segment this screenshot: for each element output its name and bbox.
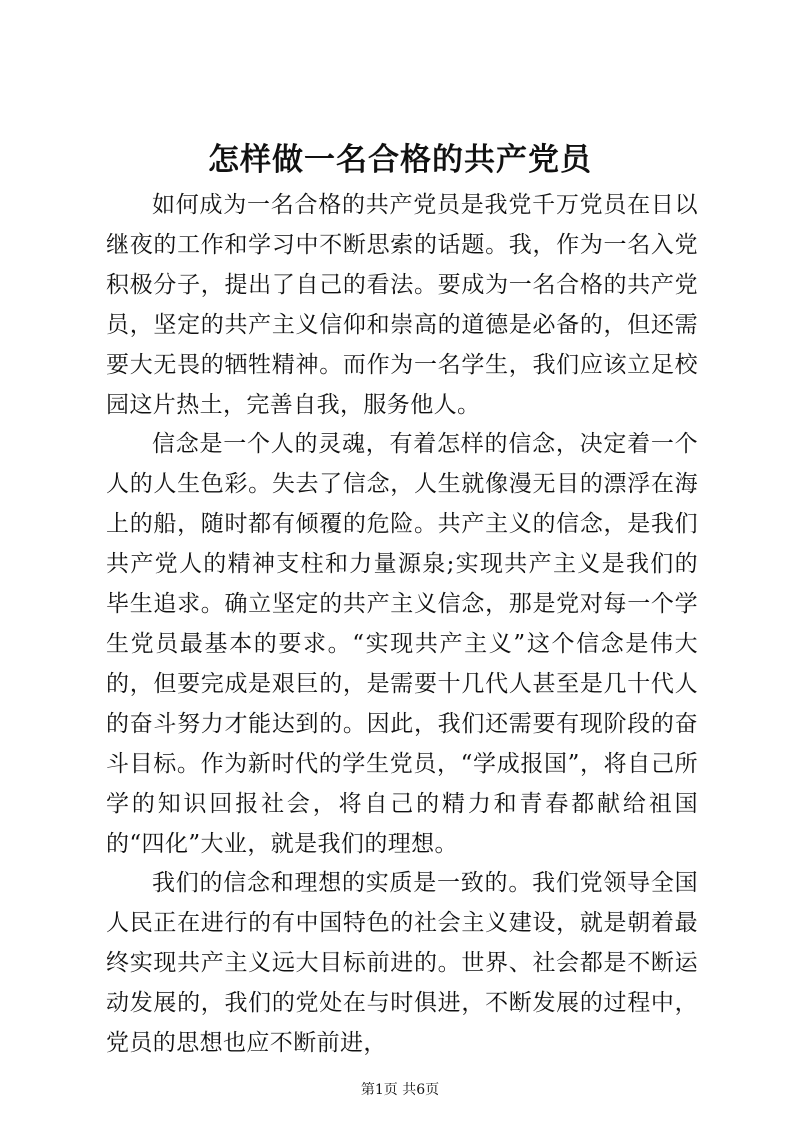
page-indicator: 第1页 共6页: [360, 1082, 440, 1098]
paragraph-3: 我们的信念和理想的实质是一致的。我们党领导全国人民正在进行的有中国特色的社会主义建设，就是朝着最终实现共产主义远大目标前进的。世界、社会都是不断运动发展的，我们的党处在与时俱进，不断发展的过程中，党员的思想也应不断前进，: [106, 870, 698, 1057]
paragraph-2: 信念是一个人的灵魂，有着怎样的信念，决定着一个人的人生色彩。失去了信念，人生就像漫无目的漂浮在海上的船，随时都有倾覆的危险。共产主义的信念，是我们共产党人的精神支柱和力量源泉;实现共产主义是我们的毕生追求。确立坚定的共产主义信念，那是党对每一个学生党员最基本的要求。“实现共产主义”这个信念是伟大的，但要完成是艰巨的，是需要十几代人甚至是几十代人的奋斗努力才能达到的。因此，我们还需要有现阶段的奋斗目标。作为新时代的学生党员，“学成报国”，将自己所学的知识回报社会，将自己的精力和青春都献给祖国的“四化”大业，就是我们的理想。: [106, 431, 698, 857]
paragraph-1: 如何成为一名合格的共产党员是我党千万党员在日以继夜的工作和学习中不断思索的话题。我，作为一名入党积极分子，提出了自己的看法。要成为一名合格的共产党员，坚定的共产主义信仰和崇高的道德是必备的，但还需要大无畏的牺牲精神。而作为一名学生，我们应该立足校园这片热土，完善自我，服务他人。: [106, 192, 698, 418]
document-title: 怎样做一名合格的共产党员: [208, 142, 592, 178]
document-body: [106, 186, 698, 1064]
page-footer: [0, 1080, 800, 1100]
